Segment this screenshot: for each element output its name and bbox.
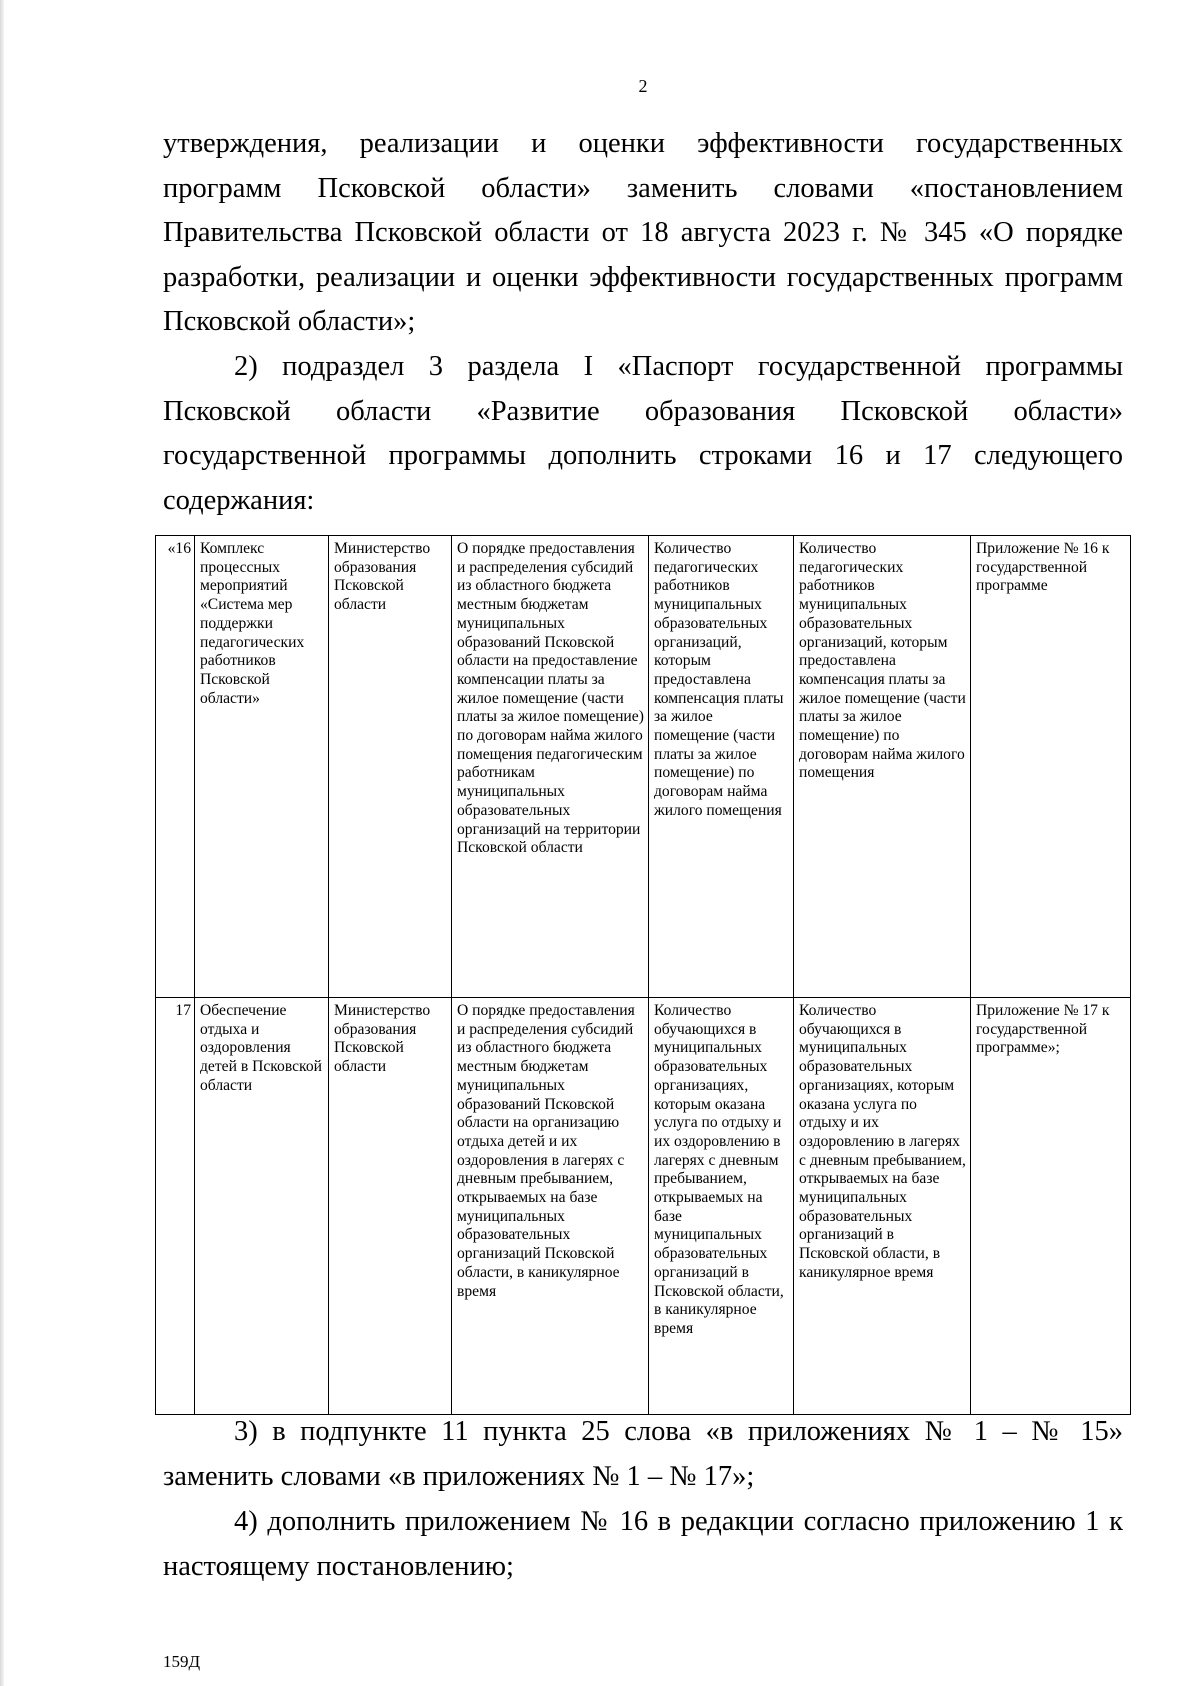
appendix-reference: Приложение № 17 к государственной программе»;: [971, 998, 1131, 1415]
responsible-ministry: Министерство образования Псковской области: [329, 536, 452, 998]
appendix-reference: Приложение № 16 к государственной программе: [971, 536, 1131, 998]
row-number: «16: [156, 536, 195, 998]
page-number: 2: [638, 76, 648, 96]
scan-edge: [0, 0, 4, 1686]
subsidy-procedure: О порядке предоставления и распределения субсидий из областного бюджета местным бюджетам муниципальных образований Псковской области на предоставление компенсации платы за жилое помещение (части платы за жилое помещение) по договорам найма жилого помещения педагогическим работникам муниципальных образовательных организаций на территории Псковской области: [452, 536, 649, 998]
indicator-cell: Количество педагогических работников муниципальных образовательных организаций, которым предоставлена компенсация платы за жилое помещение (части платы за жилое помещение) по договорам найма жилого помещения: [794, 536, 971, 998]
paragraph-item-4: 4) дополнить приложением № 16 в редакции согласно приложению 1 к настоящему постановлению;: [163, 1506, 1123, 1582]
table-row: [156, 536, 1131, 998]
paragraph-item-2: 2) подраздел 3 раздела I «Паспорт государственной программы Псковской области «Развитие образования Псковской области» государственной программы дополнить строками 16 и 17 следующего содержания:: [163, 351, 1123, 516]
indicator-cell: Количество педагогических работников муниципальных образовательных организаций, которым предоставлена компенсация платы за жилое помещение (части платы за жилое помещение) по договорам найма жилого помещения: [649, 536, 794, 998]
indicator-cell: Количество обучающихся в муниципальных образовательных организациях, которым оказана услуга по отдыху и их оздоровлению в лагерях с дневным пребыванием, открываемых на базе муниципальных образовательных организаций в Псковской области, в каникулярное время: [794, 998, 971, 1415]
passport-table: [155, 535, 1131, 1415]
paragraph-item-3: 3) в подпункте 11 пункта 25 слова «в приложениях № 1 – № 15» заменить словами «в приложениях № 1 – № 17»;: [163, 1416, 1123, 1492]
measure-name: Комплекс процессных мероприятий «Система мер поддержки педагогических работников Псковской области»: [195, 536, 329, 998]
row-number: 17: [156, 998, 195, 1415]
measure-name: Обеспечение отдыха и оздоровления детей в Псковской области: [195, 998, 329, 1415]
table-row: [156, 998, 1131, 1415]
subsidy-procedure: О порядке предоставления и распределения субсидий из областного бюджета местным бюджетам муниципальных образований Псковской области на организацию отдыха детей и их оздоровления в лагерях с дневным пребыванием, открываемых на базе муниципальных образовательных организаций Псковской области, в каникулярное время: [452, 998, 649, 1415]
document-code: 159Д: [163, 1652, 201, 1671]
responsible-ministry: Министерство образования Псковской области: [329, 998, 452, 1415]
paragraph-continuation: утверждения, реализации и оценки эффективности государственных программ Псковской области» заменить словами «постановлением Правительства Псковской области от 18 августа 2023 г. № 345 «О порядке разработки, реализации и оценки эффективности государственных программ Псковской области»;: [163, 128, 1123, 337]
indicator-cell: Количество обучающихся в муниципальных образовательных организациях, которым оказана услуга по отдыху и их оздоровлению в лагерях с дневным пребыванием, открываемых на базе муниципальных образовательных организаций в Псковской области, в каникулярное время: [649, 998, 794, 1415]
